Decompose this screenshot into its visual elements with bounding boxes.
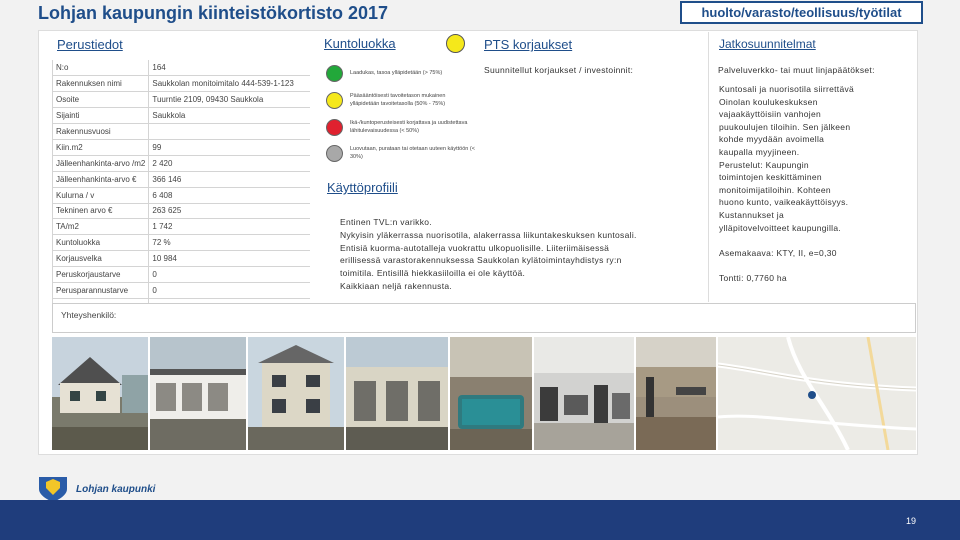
perustiedot-value [149,124,310,140]
kayttoprofiili-heading: Käyttöprofiili [327,180,398,195]
tontti-text: Tontti: 0,7760 ha [719,273,787,283]
perustiedot-value: Saukkolan monitoimitalo 444-539-1-123 [149,76,310,92]
kp-line: erillisessä varastorakennuksessa Saukkolan kylätoimintayhdistys ry:n [340,255,622,266]
perustiedot-row [53,171,311,187]
perustiedot-row [53,219,311,235]
perustiedot-key: N:o [53,60,149,76]
perustiedot-row [53,155,311,171]
kuntoluokka-heading: Kuntoluokka [324,36,396,51]
legend-text: Ikä-/kuntoperusteisesti korjattava ja uudistettava lähitulevaisuudessa (< 50%) [350,120,468,134]
kayttoprofiili-text [340,216,690,293]
perustiedot-value: 72 % [149,235,310,251]
asemakaava-text: Asemakaava: KTY, II, e=0,30 [719,248,837,258]
jatko-line: Kuntosali ja nuorisotila siirrettävä [719,84,855,94]
perustiedot-key: Perusparannustarve [53,282,149,298]
logo-text: Lohjan kaupunki [76,483,156,495]
legend-dot-icon [326,65,343,82]
page-number: 19 [905,516,916,526]
jatko-line: ylläpitovelvoitteet kaupungilla. [719,222,842,233]
exterior-photo-1 [52,337,148,450]
kp-line: Kaikkiaan neljä rakennusta. [340,280,453,291]
exterior-photo-4 [346,337,448,450]
perustiedot-key: Korjausvelka [53,251,149,267]
kp-line: Entisiä kuorma-autotalleja vuokrattu ulkopuolisille. Liiteriimäisessä [340,242,610,253]
perustiedot-value: 164 [149,60,310,76]
exterior-photo-3 [248,337,344,450]
perustiedot-row [53,267,311,283]
category-badge: huolto/varasto/teollisuus/työtilat [680,1,923,24]
perustiedot-value: 2 420 [149,155,310,171]
jatko-line: huono kunto, vaikeakäyttöisyys. [719,197,849,208]
legend-text: Luovutaan, purataan tai otetaan uuteen käyttöön (< 30%) [350,146,475,160]
jatko-line: vajaakäyttöisiin vanhojen [719,109,822,120]
jatko-line: Oinolan koulukeskuksen [719,96,818,107]
perustiedot-row [53,235,311,251]
jatko-line: puukoulujen tiloihin. Sen jälkeen [719,121,851,132]
kp-line: Nykyisin yläkerrassa nuorisotila, alakerrassa liikuntakeskuksen kuntosali. [340,229,637,240]
legend-dot-icon [326,145,343,162]
perustiedot-value: 263 625 [149,203,310,219]
perustiedot-key: Tekninen arvo € [53,203,149,219]
pts-heading: PTS korjaukset [484,37,573,52]
legend-item [326,92,475,109]
interior-photo-3 [636,337,716,450]
perustiedot-value: 366 146 [149,171,310,187]
coat-of-arms-icon [36,475,70,503]
perustiedot-key: Kuntoluokka [53,235,149,251]
column-divider [708,32,709,302]
legend-dot-icon [326,92,343,109]
perustiedot-key: Jälleenhankinta-arvo /m2 [53,155,149,171]
footer-bar [0,500,960,540]
legend-item [326,145,475,162]
perustiedot-value: Tuurntie 2109, 09430 Saukkola [149,92,310,108]
perustiedot-row [53,76,311,92]
kp-line: toimitila. Entisillä hiekkasiiloilla ei ole käyttöä. [340,268,526,279]
jatko-intro: Palveluverkko- tai muut linjapäätökset: [718,65,875,75]
jatko-line: Perustelut: Kaupungin [719,159,809,170]
perustiedot-value: 0 [149,282,310,298]
jatko-line: kaupalla myyjineen. [719,146,800,157]
perustiedot-row [53,187,311,203]
perustiedot-key: Rakennusvuosi [53,124,149,140]
legend-dot-icon [326,119,343,136]
page-title: Lohjan kaupungin kiinteistökortisto 2017 [38,3,389,23]
perustiedot-key: Peruskorjaustarve [53,267,149,283]
perustiedot-row [53,203,311,219]
perustiedot-key: Sijainti [53,108,149,124]
jatko-line: monitoimijatiloihin. Kohteen [719,184,831,195]
perustiedot-row [53,282,311,298]
interior-photo-1 [450,337,532,450]
perustiedot-value: 1 742 [149,219,310,235]
perustiedot-key: Kulurna / v [53,187,149,203]
contact-label: Yhteyshenkilö: [61,310,117,320]
perustiedot-value: 6 408 [149,187,310,203]
perustiedot-row [53,251,311,267]
legend-text: Pääsääntöisesti tavoitetason mukainen ylläpidetään tavoitetasolla (50% - 75%) [350,93,446,107]
legend-item [326,65,475,82]
location-map [718,337,916,450]
perustiedot-table [52,60,310,315]
interior-photo-2 [534,337,634,450]
contact-box [52,303,916,333]
perustiedot-value: Saukkola [149,108,310,124]
perustiedot-key: Osoite [53,92,149,108]
perustiedot-key: Kiin.m2 [53,139,149,155]
legend-item [326,119,475,136]
legend-text: Laadukas, tasoa ylläpidetään (> 75%) [350,69,443,76]
perustiedot-row [53,108,311,124]
perustiedot-key: Rakennuksen nimi [53,76,149,92]
perustiedot-key: TA/m2 [53,219,149,235]
perustiedot-row [53,60,311,76]
perustiedot-row [53,92,311,108]
perustiedot-key: Jälleenhankinta-arvo € [53,171,149,187]
jatko-line: kohde myydään avoimella [719,134,825,145]
pts-intro: Suunnitellut korjaukset / investoinnit: [484,65,634,75]
city-logo [36,475,155,503]
perustiedot-value: 99 [149,139,310,155]
kp-line: Entinen TVL:n varikko. [340,217,432,227]
perustiedot-row [53,124,311,140]
perustiedot-value: 0 [149,267,310,283]
jatko-line: Kustannukset ja [719,209,784,220]
exterior-photo-2 [150,337,246,450]
perustiedot-value: 10 984 [149,251,310,267]
perustiedot-row [53,139,311,155]
jatko-heading: Jatkosuunnitelmat [719,37,816,51]
current-condition-indicator [446,34,465,53]
perustiedot-heading: Perustiedot [57,37,123,52]
jatko-text [719,83,894,234]
jatko-line: toimintojen keskittäminen [719,172,822,183]
photo-strip [52,337,916,450]
